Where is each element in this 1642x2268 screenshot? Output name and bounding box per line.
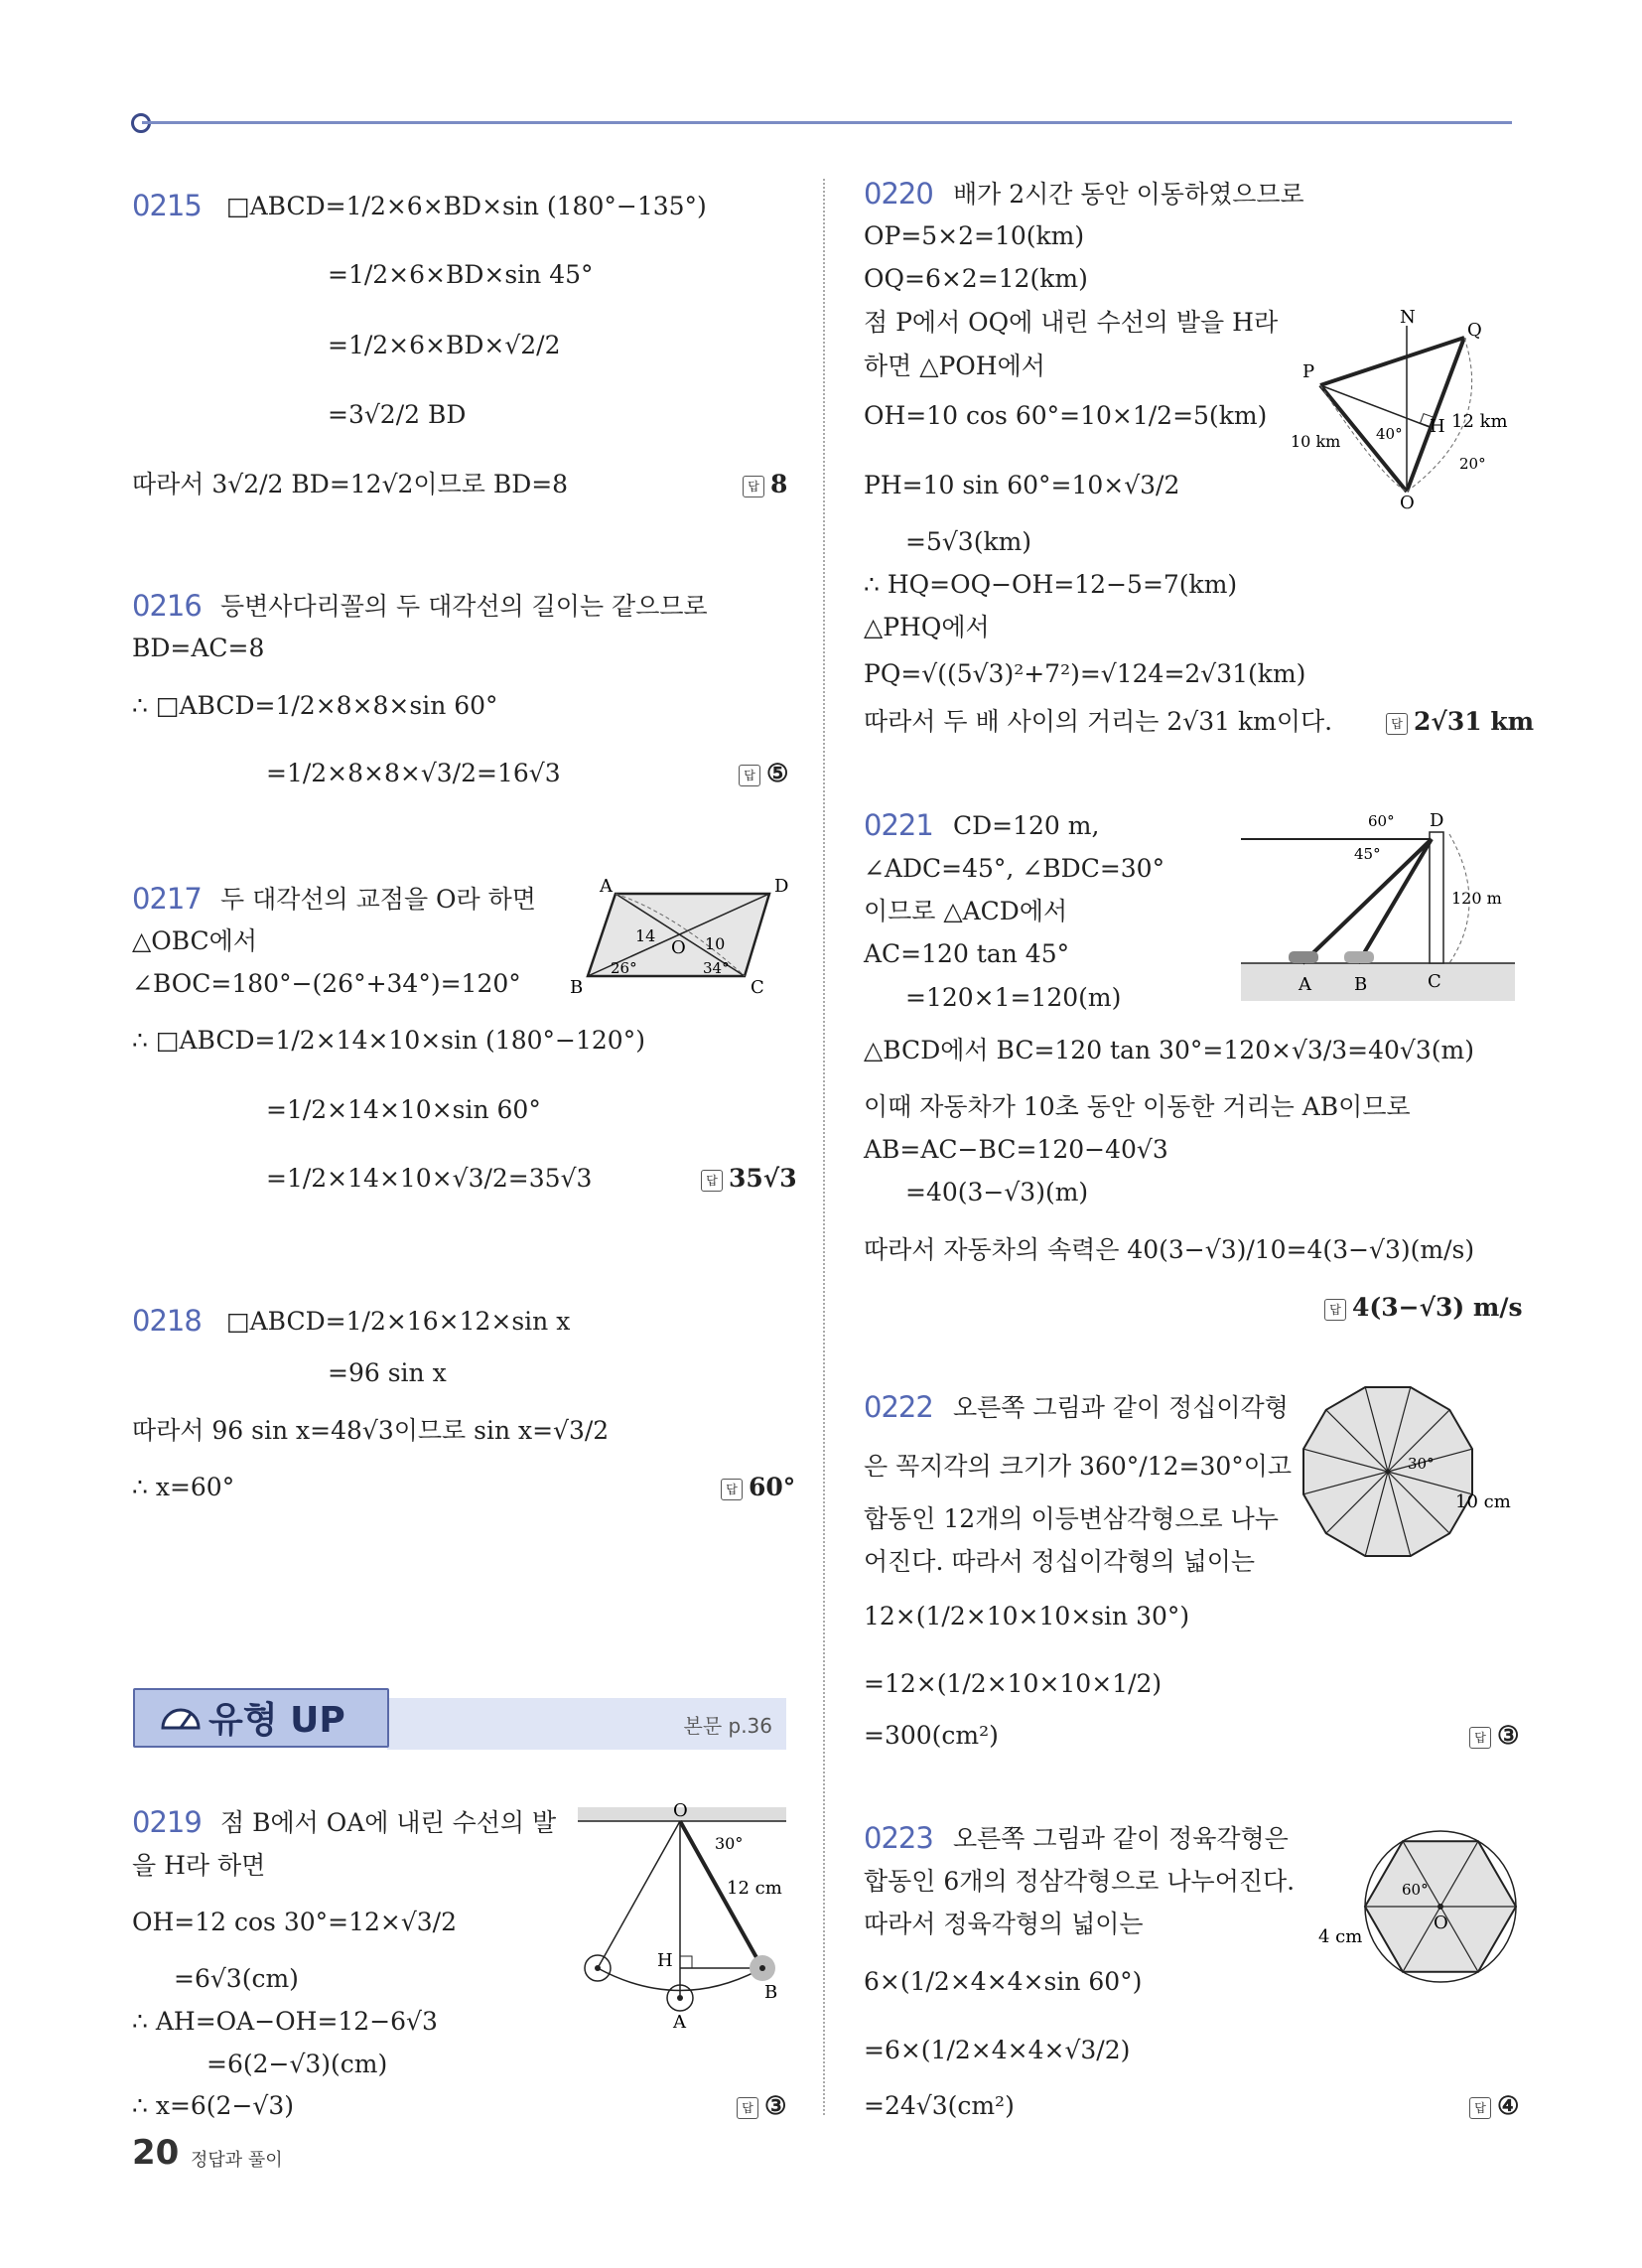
angle-34-label: 34° xyxy=(703,959,730,977)
center-o-label: O xyxy=(1434,1913,1448,1933)
page-number: 20 xyxy=(132,2133,180,2173)
solution-line: 따라서 두 배 사이의 거리는 2√31 km이다. xyxy=(864,707,1333,736)
point-c-label: C xyxy=(1428,971,1441,992)
answer-value: 60° xyxy=(749,1473,796,1501)
solution-line: =24√3(cm²) xyxy=(864,2091,1015,2120)
solution-line: 오른쪽 그림과 같이 정육각형은 xyxy=(953,1824,1289,1853)
solution-line: =1/2×8×8×√3/2=16√3 xyxy=(266,759,561,787)
solution-line: 따라서 96 sin x=48√3이므로 sin x=√3/2 xyxy=(132,1416,610,1445)
solution-line: ∴ □ABCD=1/2×8×8×sin 60° xyxy=(132,691,498,720)
solution-line: 어진다. 따라서 정십이각형의 넓이는 xyxy=(864,1547,1256,1576)
solution-line: △BCD에서 BC=120 tan 30°=120×√3/3=40√3(m) xyxy=(864,1036,1474,1064)
answer-mark-icon: 답 xyxy=(1386,713,1408,735)
point-a-label: A xyxy=(1299,974,1311,995)
answer-mark-icon: 답 xyxy=(737,2097,758,2119)
vertex-a-label: A xyxy=(600,876,613,897)
solution-line: ∴ HQ=OQ−OH=12−5=7(km) xyxy=(864,570,1238,599)
solution-line: 점 B에서 OA에 내린 수선의 발 xyxy=(220,1808,557,1837)
footer-title: 정답과 풀이 xyxy=(191,2150,283,2171)
answer-mark-icon: 답 xyxy=(739,765,760,786)
answer-value: ③ xyxy=(764,2091,787,2120)
point-a-label: A xyxy=(673,2012,686,2033)
solution-line: 6×(1/2×4×4×sin 60°) xyxy=(864,1967,1143,1996)
solution-line: OH=10 cos 60°=10×1/2=5(km) xyxy=(864,401,1268,430)
solution-line: ∠BOC=180°−(26°+34°)=120° xyxy=(132,969,521,998)
point-h-label: H xyxy=(657,1950,673,1971)
answer-box xyxy=(743,470,787,498)
point-d-label: D xyxy=(1430,810,1444,831)
solution-line: PH=10 sin 60°=10×√3/2 xyxy=(864,471,1180,499)
center-o-label: O xyxy=(671,937,686,958)
answer-value: ④ xyxy=(1497,2091,1520,2120)
solution-line: =1/2×6×BD×√2/2 xyxy=(328,331,561,359)
solution-line: AB=AC−BC=120−40√3 xyxy=(864,1135,1168,1164)
solution-line: =3√2/2 BD xyxy=(328,400,467,429)
segment-14-label: 14 xyxy=(635,926,656,945)
height-120m-label: 120 m xyxy=(1451,889,1502,908)
section-banner xyxy=(133,1688,786,1756)
banner-title: 유형 UP xyxy=(208,1700,345,1741)
solution-line: 하면 △POH에서 xyxy=(864,352,1045,380)
solution-line: 등변사다리꼴의 두 대각선의 길이는 같으므로 xyxy=(220,592,708,621)
solution-line: 따라서 3√2/2 BD=12√2이므로 BD=8 xyxy=(132,470,569,498)
solution-line: AC=120 tan 45° xyxy=(864,939,1070,968)
solution-line: =120×1=120(m) xyxy=(905,983,1122,1012)
solution-line: 오른쪽 그림과 같이 정십이각형 xyxy=(953,1393,1289,1422)
problem-number: 0220 xyxy=(864,177,933,211)
problem-number: 0222 xyxy=(864,1390,933,1424)
hexagon-figure xyxy=(1318,1825,1527,1994)
solution-line: ∠ADC=45°, ∠BDC=30° xyxy=(864,854,1165,883)
solution-line: =300(cm²) xyxy=(864,1721,999,1750)
solution-line: 합동인 6개의 정삼각형으로 나누어진다. xyxy=(864,1867,1296,1896)
solution-line: 배가 2시간 동안 이동하였으므로 xyxy=(953,180,1304,209)
solution-line: BD=AC=8 xyxy=(132,634,265,662)
problem-number: 0219 xyxy=(132,1805,202,1839)
angle-26-label: 26° xyxy=(611,959,637,977)
answer-box xyxy=(737,2091,786,2120)
answer-mark-icon: 답 xyxy=(743,476,764,497)
solution-line: =6×(1/2×4×4×√3/2) xyxy=(864,2036,1131,2064)
solution-line: 점 P에서 OQ에 내린 수선의 발을 H라 xyxy=(864,308,1279,337)
vertex-d-label: D xyxy=(774,876,789,897)
answer-value: 8 xyxy=(770,470,788,498)
solution-line: ∴ x=6(2−√3) xyxy=(132,2091,295,2120)
answer-value: 35√3 xyxy=(729,1164,797,1193)
answer-box xyxy=(739,759,788,787)
angle-60-label: 60° xyxy=(1368,812,1395,830)
answer-mark-icon: 답 xyxy=(1324,1299,1346,1321)
solution-line: 을 H라 하면 xyxy=(132,1851,266,1880)
solution-line: 은 꼭지각의 크기가 360°/12=30°이고 xyxy=(864,1452,1293,1481)
answer-box xyxy=(1324,1293,1523,1322)
solution-line: 두 대각선의 교점을 O라 하면 xyxy=(220,885,536,914)
answer-value: 4(3−√3) m/s xyxy=(1352,1293,1523,1322)
solution-line: =1/2×6×BD×sin 45° xyxy=(328,260,594,289)
solution-line: 따라서 정육각형의 넓이는 xyxy=(864,1910,1144,1938)
ship-p-label: P xyxy=(1302,361,1315,382)
banner-page-ref: 본문 p.36 xyxy=(683,1714,772,1738)
ship-q-label: Q xyxy=(1467,320,1482,341)
solution-line: 이때 자동차가 10초 동안 이동한 거리는 AB이므로 xyxy=(864,1092,1411,1121)
solution-line: =40(3−√3)(m) xyxy=(905,1178,1089,1206)
angle-30-label: 30° xyxy=(1408,1455,1435,1473)
problem-number: 0218 xyxy=(132,1304,202,1338)
answer-value: 2√31 km xyxy=(1414,707,1535,736)
solution-line: OQ=6×2=12(km) xyxy=(864,264,1088,293)
angle-45-label: 45° xyxy=(1354,845,1381,863)
answer-mark-icon: 답 xyxy=(1469,2097,1491,2119)
solution-line: 따라서 자동차의 속력은 40(3−√3)/10=4(3−√3)(m/s) xyxy=(864,1235,1475,1264)
answer-value: ⑤ xyxy=(766,759,789,787)
distance-12km-label: 12 km xyxy=(1451,411,1508,432)
vertex-b-label: B xyxy=(570,977,584,998)
solution-line: =1/2×14×10×√3/2=35√3 xyxy=(266,1164,593,1193)
problem-number: 0216 xyxy=(132,589,202,623)
solution-line: =96 sin x xyxy=(328,1358,447,1387)
side-10cm-label: 10 cm xyxy=(1455,1491,1511,1512)
point-b-label: B xyxy=(764,1982,778,2003)
answer-box xyxy=(1469,1721,1519,1750)
solution-line: =1/2×14×10×sin 60° xyxy=(266,1095,541,1124)
pendulum-figure xyxy=(576,1799,794,2038)
solution-line: =5√3(km) xyxy=(905,527,1032,556)
parallelogram-figure xyxy=(556,874,794,998)
distance-10km-label: 10 km xyxy=(1291,432,1341,451)
answer-box xyxy=(1386,707,1534,736)
solution-line: =6√3(cm) xyxy=(174,1964,299,1993)
solution-line: 이므로 △ACD에서 xyxy=(864,897,1068,925)
answer-value: ③ xyxy=(1497,1721,1520,1750)
solution-line: □ABCD=1/2×6×BD×sin (180°−135°) xyxy=(226,192,707,220)
point-b-label: B xyxy=(1354,974,1368,995)
solution-line: ∴ AH=OA−OH=12−6√3 xyxy=(132,2007,438,2036)
ruler-protractor-icon xyxy=(161,1698,203,1732)
ships-figure xyxy=(1291,298,1529,511)
solution-line: ∴ □ABCD=1/2×14×10×sin (180°−120°) xyxy=(132,1026,645,1055)
solution-line: =12×(1/2×10×10×1/2) xyxy=(864,1669,1163,1698)
port-o-label: O xyxy=(1400,493,1415,511)
answer-box xyxy=(1469,2091,1519,2120)
solution-line: PQ=√((5√3)²+7²)=√124=2√31(km) xyxy=(864,659,1306,688)
solution-line: OP=5×2=10(km) xyxy=(864,221,1085,250)
solution-line: OH=12 cos 30°=12×√3/2 xyxy=(132,1908,458,1936)
tower-cars-figure xyxy=(1241,804,1519,1003)
column-divider xyxy=(823,179,825,2115)
answer-mark-icon: 답 xyxy=(1469,1727,1491,1749)
solution-line: 12×(1/2×10×10×sin 30°) xyxy=(864,1602,1190,1630)
pivot-o-label: O xyxy=(673,1800,688,1821)
radius-4cm-label: 4 cm xyxy=(1318,1926,1363,1947)
solution-line: △PHQ에서 xyxy=(864,613,990,641)
answer-mark-icon: 답 xyxy=(721,1479,743,1500)
problem-number: 0223 xyxy=(864,1821,933,1855)
angle-40-label: 40° xyxy=(1376,425,1403,443)
answer-mark-icon: 답 xyxy=(701,1170,723,1192)
solution-line: 합동인 12개의 이등변삼각형으로 나누 xyxy=(864,1504,1279,1533)
angle-20-label: 20° xyxy=(1459,455,1486,473)
solution-line: △OBC에서 xyxy=(132,926,257,955)
solution-line: □ABCD=1/2×16×12×sin x xyxy=(226,1307,571,1336)
dodecagon-figure xyxy=(1289,1380,1527,1569)
segment-10-label: 10 xyxy=(705,934,726,953)
solution-line: CD=120 m, xyxy=(953,811,1100,840)
solution-line: ∴ x=60° xyxy=(132,1473,235,1501)
answer-box xyxy=(701,1164,797,1193)
problem-number: 0215 xyxy=(132,189,202,222)
foot-h-label: H xyxy=(1430,416,1445,437)
north-n-label: N xyxy=(1400,307,1416,328)
answer-box xyxy=(721,1473,795,1501)
problem-number: 0221 xyxy=(864,808,933,842)
angle-60-label: 60° xyxy=(1402,1881,1429,1899)
angle-30-label: 30° xyxy=(715,1834,744,1853)
problem-number: 0217 xyxy=(132,882,202,916)
header-rule xyxy=(142,121,1512,124)
solution-line: =6(2−√3)(cm) xyxy=(206,2050,388,2078)
vertex-c-label: C xyxy=(751,977,764,998)
length-12cm-label: 12 cm xyxy=(727,1878,782,1899)
